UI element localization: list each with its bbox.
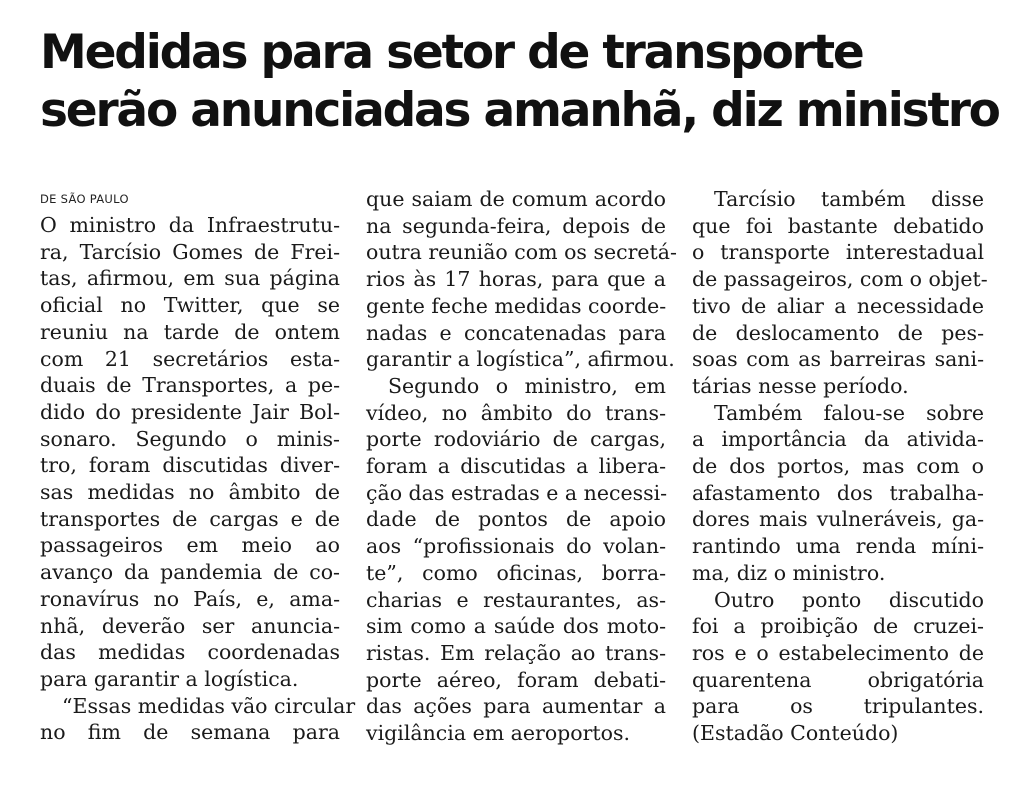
text-line: Tarcísio também disse (714, 187, 984, 211)
text-line: avanço da pandemia de co- (40, 560, 340, 585)
text-line: ristas. Em relação ao trans- (366, 640, 666, 665)
text-line: ma, diz o ministro. (692, 560, 886, 585)
text-line: aos “profissionais do volan- (366, 534, 666, 559)
text-line: garantir a logística”, afirmou. (366, 347, 675, 372)
text-line: para os tripulantes. (692, 694, 984, 719)
text-line: dido do presidente Jair Bol- (40, 399, 340, 424)
text-line: oficial no Twitter, que se (40, 293, 340, 318)
text-line: na segunda-feira, depois de (366, 213, 666, 238)
article-column-2 (366, 186, 677, 747)
text-line: a importância da ativida- (692, 427, 984, 452)
text-line: quarentena obrigatória (692, 667, 984, 692)
text-line: ros e o estabelecimento de (692, 640, 984, 665)
text-line: dade de pontos de apoio (366, 507, 666, 532)
text-line: charias e restaurantes, as- (366, 587, 666, 612)
text-line: passageiros em meio ao (40, 533, 340, 558)
headline-line: serão anunciadas amanhã, diz ministro (40, 83, 999, 138)
text-line: de deslocamento de pes- (692, 320, 984, 345)
text-line: reuniu na tarde de ontem (40, 319, 340, 344)
text-line: soas com as barreiras sani- (692, 347, 984, 372)
text-line: no fim de semana para (40, 720, 340, 745)
text-line: porte rodoviário de cargas, (366, 427, 666, 452)
text-line: gente feche medidas coorde- (366, 293, 667, 318)
text-line: vídeo, no âmbito do trans- (366, 400, 666, 425)
text-line: das medidas coordenadas (40, 640, 340, 665)
text-line: de dos portos, mas com o (692, 454, 984, 479)
text-line: tas, afirmou, em sua página (40, 266, 340, 291)
text-line: foram a discutidas a libera- (366, 454, 666, 479)
text-line: rantindo uma renda míni- (692, 534, 984, 559)
text-line: Segundo o ministro, em (388, 373, 666, 398)
article-headline (40, 24, 1000, 140)
text-line: nadas e concatenadas para (366, 320, 666, 345)
text-line: o transporte interestadual (692, 240, 984, 265)
text-line: transportes de cargas e de (40, 506, 340, 531)
text-line: porte aéreo, foram debati- (366, 667, 666, 692)
text-line: dores mais vulneráveis, ga- (692, 507, 984, 532)
text-line: O ministro da Infraestrutu- (40, 213, 340, 237)
article-column-3 (692, 186, 988, 747)
text-line: tivo de aliar a necessidade (692, 293, 984, 318)
text-line: Também falou-se sobre (714, 400, 984, 425)
text-line: vigilância em aeroportos. (366, 721, 631, 746)
text-line: de passageiros, com o objet- (692, 267, 988, 292)
text-line: “Essas medidas vão circular (62, 693, 356, 718)
text-line: ra, Tarcísio Gomes de Frei- (40, 239, 340, 264)
text-line: sonaro. Segundo o minis- (40, 426, 340, 451)
headline-line: Medidas para setor de transporte (40, 25, 863, 80)
text-line: das ações para aumentar a (366, 694, 666, 719)
text-line: sas medidas no âmbito de (40, 480, 340, 505)
text-line: te”, como oficinas, borra- (366, 560, 666, 585)
text-line: outra reunião com os secretá- (366, 240, 677, 265)
text-line: que foi bastante debatido (692, 213, 984, 238)
text-line: (Estadão Conteúdo) (692, 721, 899, 746)
text-line: rios às 17 horas, para que a (366, 267, 666, 292)
text-line: afastamento dos trabalha- (692, 480, 984, 505)
text-line: ronavírus no País, e, ama- (40, 586, 340, 611)
text-line: que saiam de comum acordo (366, 187, 666, 211)
text-line: ção das estradas e a necessi- (366, 480, 668, 505)
dateline: DE SÃO PAULO (40, 192, 129, 206)
article-column-1 (40, 186, 356, 746)
text-line: tárias nesse período. (692, 373, 909, 398)
text-line: nhã, deverão ser anuncia- (40, 613, 340, 638)
text-line: duais de Transportes, a pe- (40, 373, 340, 398)
text-line: foi a proibição de cruzei- (692, 614, 984, 639)
text-line: com 21 secretários esta- (40, 346, 340, 371)
text-line: tro, foram discutidas diver- (40, 453, 340, 478)
text-line: sim como a saúde dos moto- (366, 614, 666, 639)
text-line: para garantir a logística. (40, 666, 299, 691)
text-line: Outro ponto discutido (714, 587, 984, 612)
